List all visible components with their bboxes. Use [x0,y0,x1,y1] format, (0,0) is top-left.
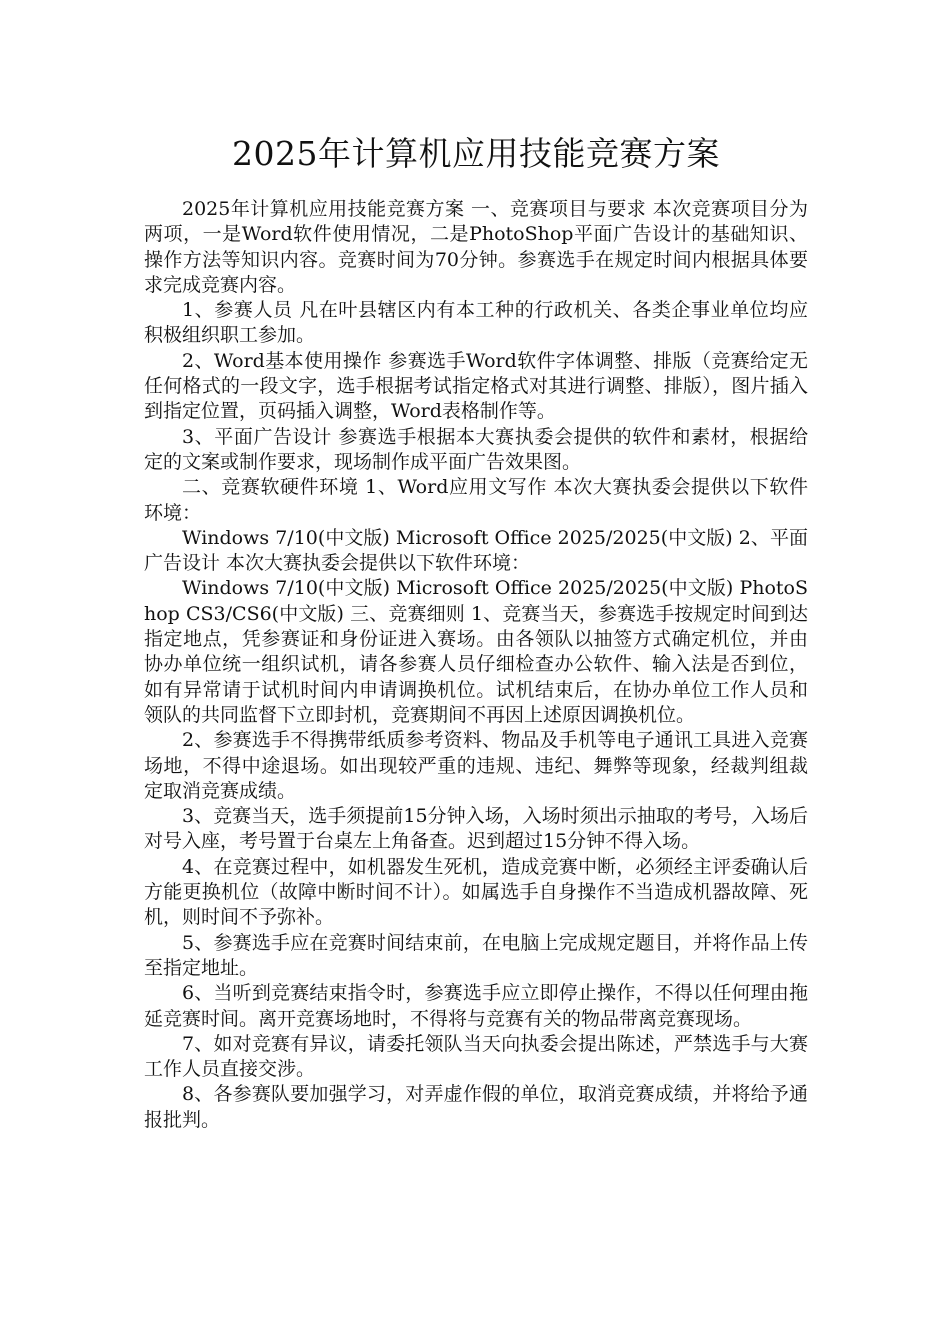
paragraph-intro: 2025年计算机应用技能竞赛方案 一、竞赛项目与要求 本次竞赛项目分为两项，一是Word软件使用情况，二是PhotoShop平面广告设计的基础知识、操作方法等知识内容。竞赛时间为70分钟。参赛选手在规定时间内根据具体要求完成竞赛内容。 [144,198,808,296]
paragraph-rules-2: 2、参赛选手不得携带纸质参考资料、物品及手机等电子通讯工具进入竞赛场地，不得中途退场。如出现较严重的违规、违纪、舞弊等现象，经裁判组裁定取消竞赛成绩。 [144,729,808,802]
paragraph-rules-6: 6、当听到竞赛结束指令时，参赛选手应立即停止操作，不得以任何理由拖延竞赛时间。离开竞赛场地时，不得将与竞赛有关的物品带离竞赛现场。 [144,982,808,1030]
paragraph-rules-4: 4、在竞赛过程中，如机器发生死机，造成竞赛中断，必须经主评委确认后方能更换机位（故障中断时间不计）。如属选手自身操作不当造成机器故障、死机，则时间不予弥补。 [144,855,808,929]
paragraph-rules-5: 5、参赛选手应在竞赛时间结束前，在电脑上完成规定题目，并将作品上传至指定地址。 [144,931,808,979]
paragraph-environment: 二、竞赛软硬件环境 1、Word应用文写作 本次大赛执委会提供以下软件环境： [144,476,808,524]
document-body [144,197,808,1133]
paragraph-rules-3: 3、竞赛当天，选手须提前15分钟入场，入场时须出示抽取的考号，入场后对号入座，考号置于台桌左上角备查。迟到超过15分钟不得入场。 [144,805,808,853]
paragraph-participants: 1、参赛人员 凡在叶县辖区内有本工种的行政机关、各类企事业单位均应积极组织职工参加。 [144,299,808,347]
paragraph-rules-8: 8、各参赛队要加强学习，对弄虚作假的单位，取消竞赛成绩，并将给予通报批判。 [144,1083,808,1131]
paragraph-rules-1: Windows 7/10(中文版) Microsoft Office 2025/2025(中文版) PhotoShop CS3/CS6(中文版) 三、竞赛细则 1、竞赛当天，参赛选手按规定时间到达指定地点，凭参赛证和身份证进入赛场。由各领队以抽签方式确定机位，并由协办单位统一组织试机，请各参赛人员仔细检查办公软件、输入法是否到位，如有异常请于试机时间内申请调换机位。试机结束后，在协办单位工作人员和领队的共同监督下立即封机，竞赛期间不再因上述原因调换机位。 [144,577,808,726]
paragraph-rules-7: 7、如对竞赛有异议，请委托领队当天向执委会提出陈述，严禁选手与大赛工作人员直接交涉。 [144,1032,808,1081]
paragraph-ad-design: 3、平面广告设计 参赛选手根据本大赛执委会提供的软件和素材，根据给定的文案或制作要求，现场制作成平面广告效果图。 [144,425,808,473]
paragraph-word-operation: 2、Word基本使用操作 参赛选手Word软件字体调整、排版（竞赛给定无任何格式的一段文字，选手根据考试指定格式对其进行调整、排版），图片插入到指定位置，页码插入调整，Word表格制作等。 [144,349,808,423]
paragraph-environment-word: Windows 7/10(中文版) Microsoft Office 2025/2025(中文版) 2、平面广告设计 本次大赛执委会提供以下软件环境： [144,526,808,575]
document-title: 2025年计算机应用技能竞赛方案 [232,134,720,173]
